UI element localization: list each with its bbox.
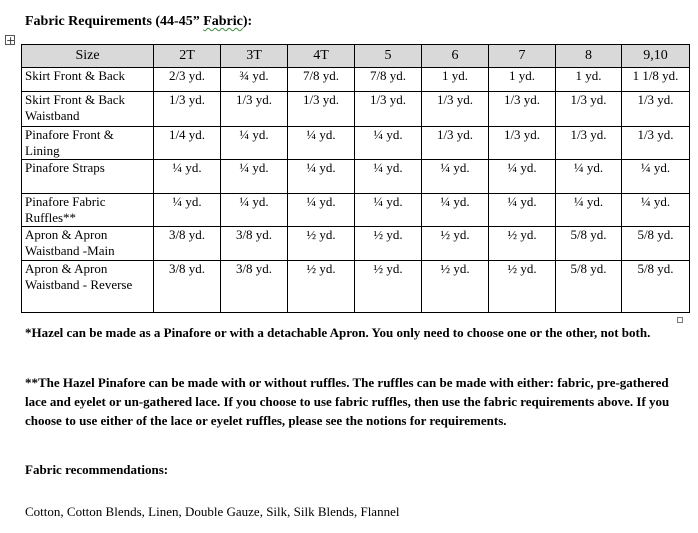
yardage-cell: ½ yd. bbox=[288, 261, 355, 313]
yardage-cell: 1/3 yd. bbox=[288, 92, 355, 127]
yardage-cell: ¼ yd. bbox=[422, 160, 489, 194]
column-header-size-option: 6 bbox=[422, 45, 489, 68]
yardage-cell: ¼ yd. bbox=[288, 160, 355, 194]
yardage-cell: ¼ yd. bbox=[221, 127, 288, 160]
row-label: Pinafore Straps bbox=[22, 160, 154, 194]
yardage-cell: ¼ yd. bbox=[355, 160, 422, 194]
table-row bbox=[22, 261, 690, 313]
yardage-cell: ¾ yd. bbox=[221, 68, 288, 92]
spellcheck-flagged-word[interactable]: Fabric bbox=[203, 14, 243, 29]
table-resize-handle-icon[interactable] bbox=[677, 317, 683, 323]
table-row bbox=[22, 194, 690, 227]
yardage-cell: 1/3 yd. bbox=[489, 92, 556, 127]
yardage-cell: ½ yd. bbox=[288, 227, 355, 261]
yardage-cell: ¼ yd. bbox=[422, 194, 489, 227]
yardage-cell: 1/3 yd. bbox=[622, 92, 690, 127]
yardage-cell: ¼ yd. bbox=[288, 194, 355, 227]
column-header-size-option: 3T bbox=[221, 45, 288, 68]
table-row bbox=[22, 127, 690, 160]
yardage-cell: 3/8 yd. bbox=[221, 261, 288, 313]
yardage-cell: 1 yd. bbox=[556, 68, 622, 92]
table-row bbox=[22, 92, 690, 127]
row-label: Skirt Front & Back bbox=[22, 68, 154, 92]
yardage-cell: 5/8 yd. bbox=[622, 261, 690, 313]
yardage-cell: 3/8 yd. bbox=[154, 227, 221, 261]
yardage-cell: ¼ yd. bbox=[221, 160, 288, 194]
yardage-cell: ½ yd. bbox=[489, 261, 556, 313]
yardage-cell: 1/3 yd. bbox=[422, 92, 489, 127]
yardage-cell: ½ yd. bbox=[422, 261, 489, 313]
fabric-recommendations-heading: Fabric recommendations: bbox=[25, 462, 169, 477]
table-row bbox=[22, 160, 690, 194]
row-label: Apron & Apron Waistband - Reverse bbox=[22, 261, 154, 313]
yardage-cell: 3/8 yd. bbox=[154, 261, 221, 313]
column-header-size-option: 7 bbox=[489, 45, 556, 68]
yardage-cell: 5/8 yd. bbox=[622, 227, 690, 261]
row-label: Apron & Apron Waistband -Main bbox=[22, 227, 154, 261]
yardage-cell: 1/4 yd. bbox=[154, 127, 221, 160]
yardage-cell: 1/3 yd. bbox=[556, 92, 622, 127]
yardage-cell: ¼ yd. bbox=[355, 194, 422, 227]
yardage-cell: 1 1/8 yd. bbox=[622, 68, 690, 92]
yardage-cell: 1/3 yd. bbox=[422, 127, 489, 160]
yardage-cell: ¼ yd. bbox=[221, 194, 288, 227]
yardage-cell: 2/3 yd. bbox=[154, 68, 221, 92]
table-move-handle-icon[interactable]: + bbox=[6, 34, 16, 47]
yardage-cell: ½ yd. bbox=[422, 227, 489, 261]
yardage-cell: 5/8 yd. bbox=[556, 261, 622, 313]
yardage-cell: ½ yd. bbox=[355, 227, 422, 261]
yardage-cell: 5/8 yd. bbox=[556, 227, 622, 261]
yardage-cell: ¼ yd. bbox=[556, 160, 622, 194]
fabric-recommendations-list: Cotton, Cotton Blends, Linen, Double Gauze, Silk, Silk Blends, Flannel bbox=[25, 504, 400, 519]
fabric-requirements-heading bbox=[25, 14, 252, 30]
yardage-cell: ½ yd. bbox=[355, 261, 422, 313]
ruffle-note: **The Hazel Pinafore can be made with or without ruffles. The ruffles can be made with either: fabric, pre-gathered lace and eyelet or un-gathered lace. If you choose to use fabric ruffles, then use the fabric requirements above. If you choose to use either of the lace or eyelet ruffles, please see the notions for requirements. bbox=[25, 375, 670, 428]
column-header-size-option: 8 bbox=[556, 45, 622, 68]
yardage-cell: 3/8 yd. bbox=[221, 227, 288, 261]
yardage-cell: 7/8 yd. bbox=[288, 68, 355, 92]
row-label: Skirt Front & Back Waistband bbox=[22, 92, 154, 127]
yardage-cell: ½ yd. bbox=[489, 227, 556, 261]
column-header-size-option: 5 bbox=[355, 45, 422, 68]
heading-prefix: Fabric Requirements (44-45” bbox=[25, 14, 204, 29]
yardage-cell: 1 yd. bbox=[489, 68, 556, 92]
column-header-size: Size bbox=[22, 45, 154, 68]
heading-suffix: ): bbox=[242, 14, 253, 29]
table-row bbox=[22, 68, 690, 92]
yardage-cell: 1/3 yd. bbox=[355, 92, 422, 127]
yardage-cell: 1/3 yd. bbox=[489, 127, 556, 160]
yardage-cell: ¼ yd. bbox=[288, 127, 355, 160]
row-label: Pinafore Front & Lining bbox=[22, 127, 154, 160]
yardage-cell: ¼ yd. bbox=[154, 160, 221, 194]
yardage-cell: 7/8 yd. bbox=[355, 68, 422, 92]
yardage-cell: ¼ yd. bbox=[355, 127, 422, 160]
fabric-requirements-table bbox=[21, 44, 690, 313]
yardage-cell: ¼ yd. bbox=[489, 194, 556, 227]
yardage-cell: ¼ yd. bbox=[489, 160, 556, 194]
yardage-cell: ¼ yd. bbox=[154, 194, 221, 227]
yardage-cell: ¼ yd. bbox=[622, 194, 690, 227]
table-header-row bbox=[22, 45, 690, 68]
yardage-cell: 1/3 yd. bbox=[221, 92, 288, 127]
yardage-cell: 1/3 yd. bbox=[154, 92, 221, 127]
column-header-size-option: 2T bbox=[154, 45, 221, 68]
column-header-size-option: 4T bbox=[288, 45, 355, 68]
yardage-cell: 1 yd. bbox=[422, 68, 489, 92]
column-header-size-option: 9,10 bbox=[622, 45, 690, 68]
apron-note: *Hazel can be made as a Pinafore or with a detachable Apron. You only need to choose one or the other, not both. bbox=[25, 325, 651, 340]
row-label: Pinafore Fabric Ruffles** bbox=[22, 194, 154, 227]
table-row bbox=[22, 227, 690, 261]
yardage-cell: 1/3 yd. bbox=[556, 127, 622, 160]
yardage-cell: ¼ yd. bbox=[556, 194, 622, 227]
yardage-cell: ¼ yd. bbox=[622, 160, 690, 194]
yardage-cell: 1/3 yd. bbox=[622, 127, 690, 160]
